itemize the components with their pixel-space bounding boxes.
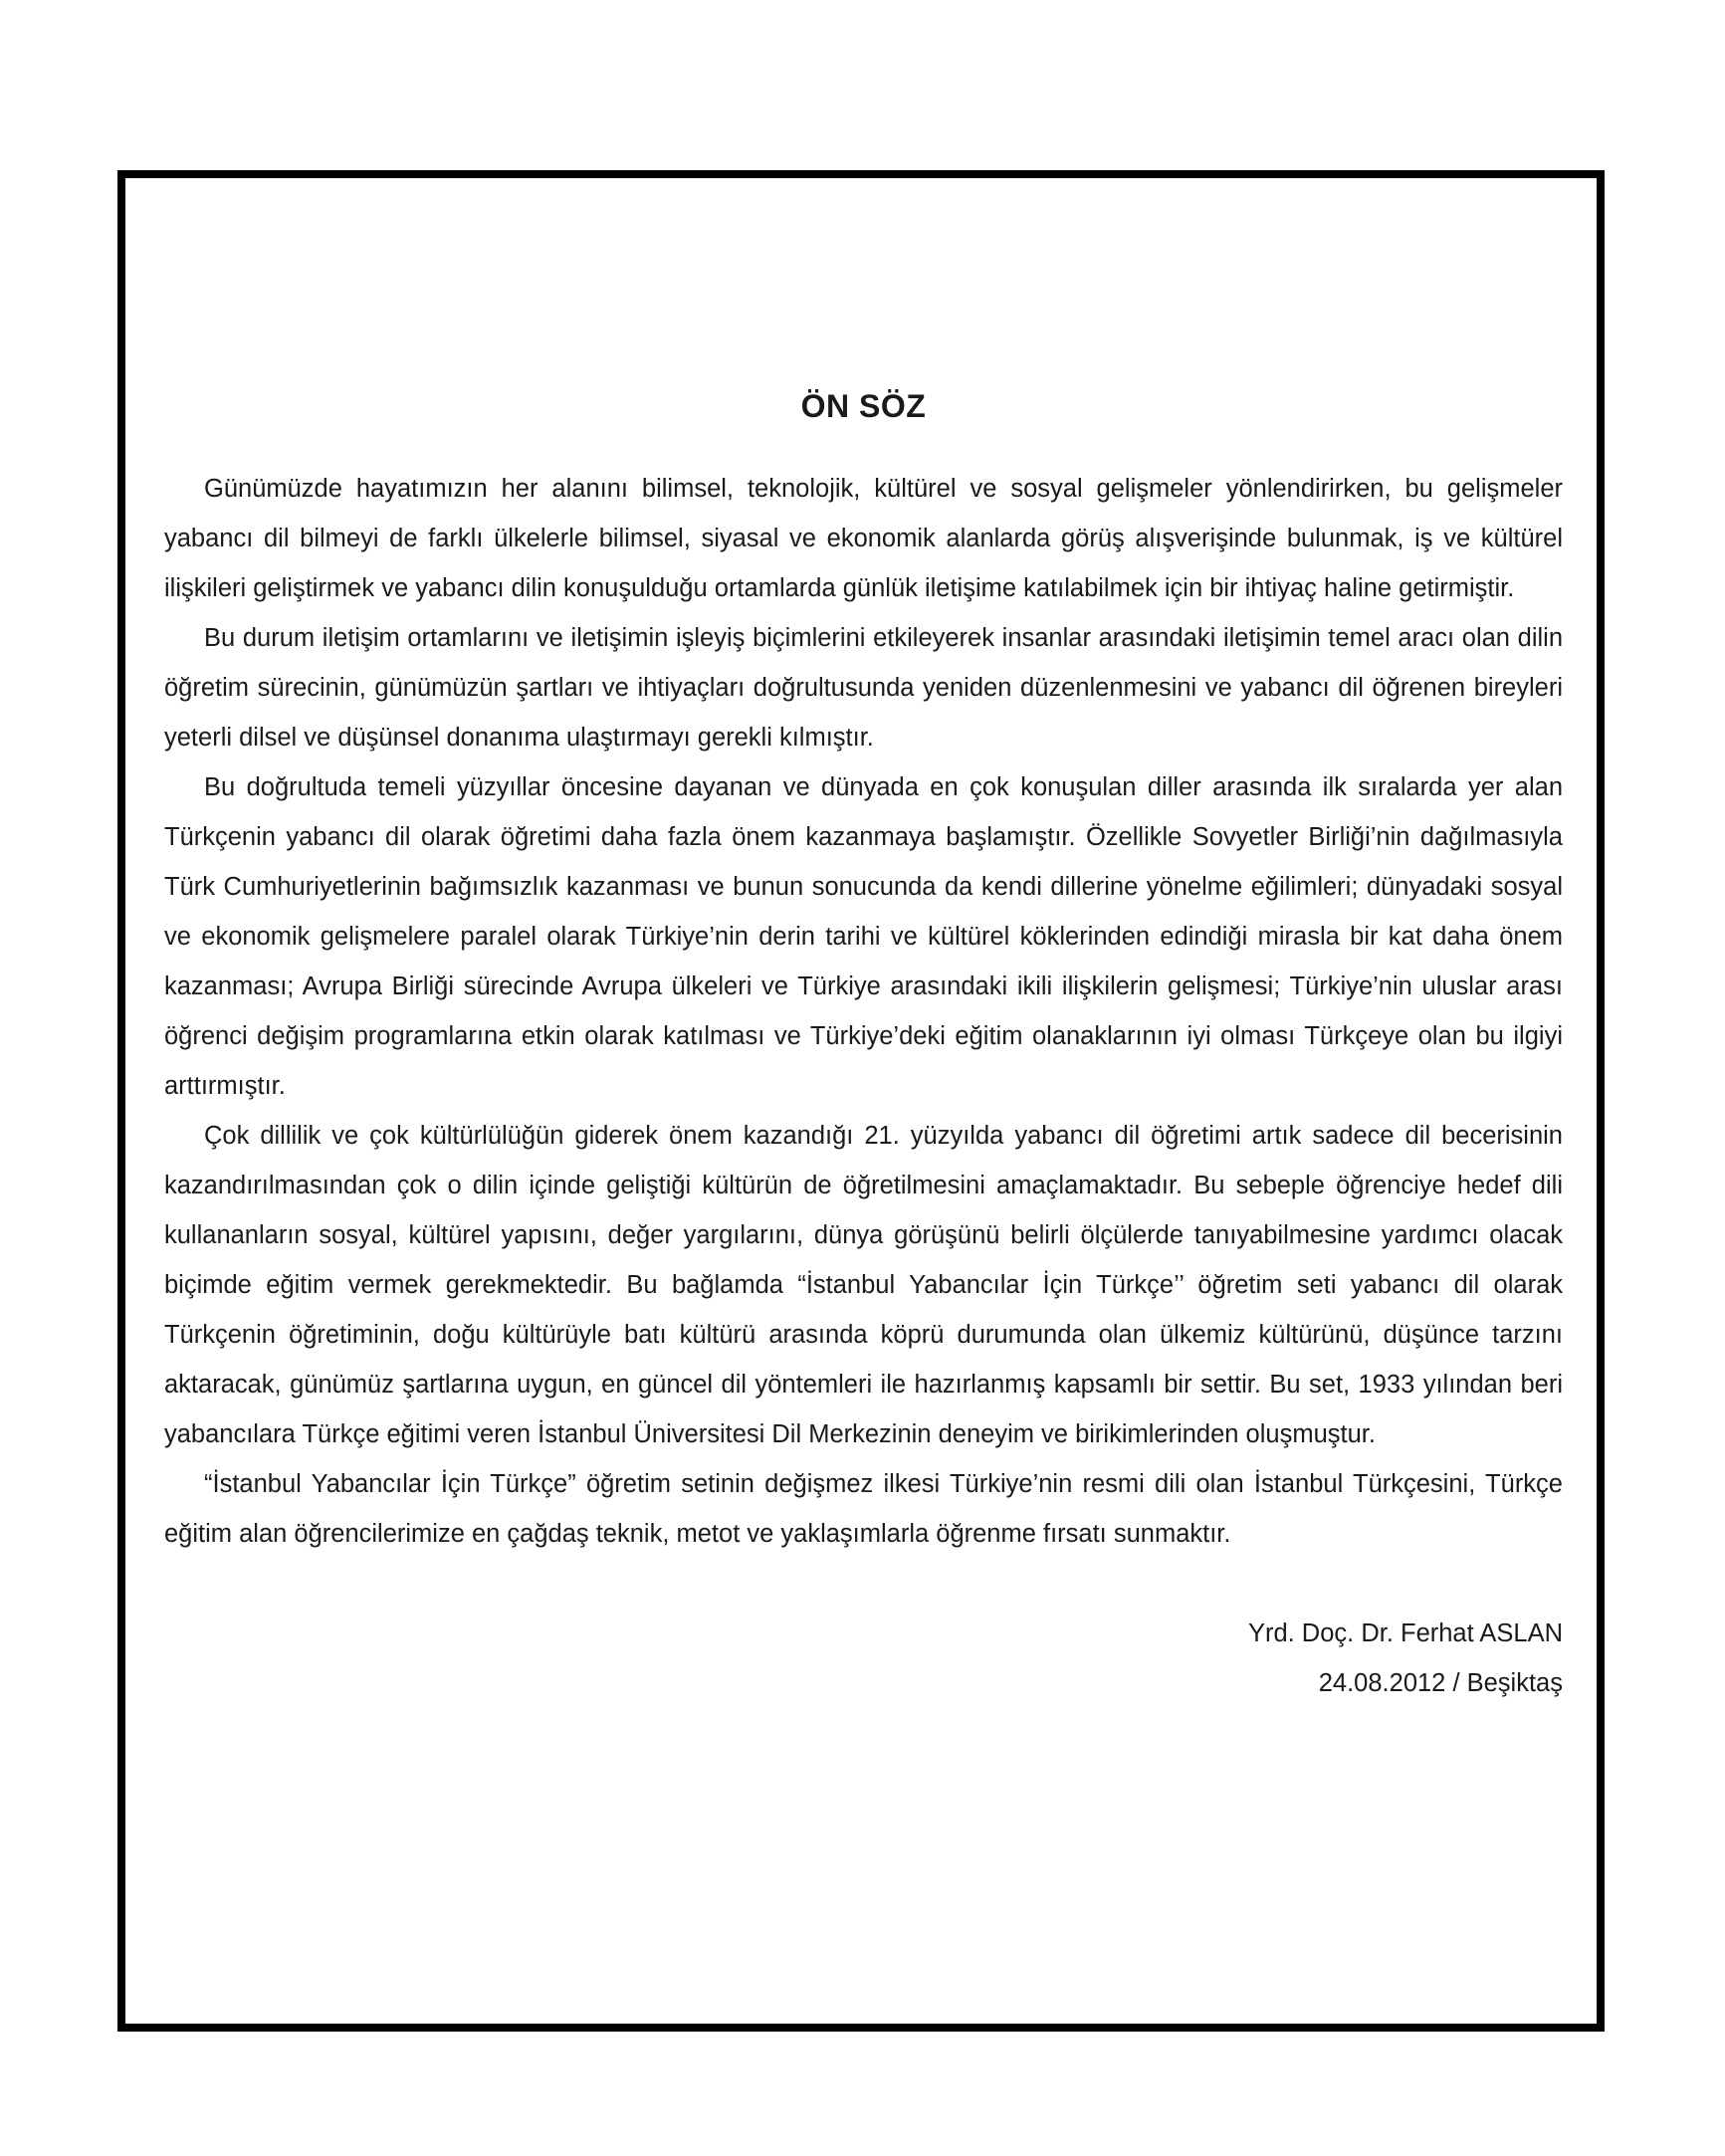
paragraph-4: Çok dillilik ve çok kültürlülüğün giderek önem kazandığı 21. yüzyılda yabancı dil öğretimi artık sadece dil becerisinin kazandırılmasından çok o dilin içinde geliştiği kültürün de öğretilmesini amaçlamaktadır. Bu sebeple öğrenciye hedef dili kullananların sosyal, kültürel yapısını, değer yargılarını, dünya görüşünü belirli ölçülerde tanıyabilmesine yardımcı olacak biçimde eğitim vermek gerekmektedir. Bu bağlamda “İstanbul Yabancılar İçin Türkçe’’ öğretim seti yabancı dil olarak Türkçenin öğretiminin, doğu kültürüyle batı kültürü arasında köprü durumunda olan ülkemiz kültürünü, düşünce tarzını aktaracak, günümüz şartlarına uygun, en güncel dil yöntemleri ile hazırlanmış kapsamlı bir settir. Bu set, 1933 yılından beri yabancılara Türkçe eğitimi veren İstanbul Üniversitesi Dil Merkezinin deneyim ve birikimlerinden oluşmuştur.	[164, 1122, 1563, 1448]
paragraph-1: Günümüzde hayatımızın her alanını bilimsel, teknolojik, kültürel ve sosyal gelişmeler yönlendirirken, bu gelişmeler yabancı dil bilmeyi de farklı ülkelerle bilimsel, siyasal ve ekonomik alanlarda görüş alışverişinde bulunmak, iş ve kültürel ilişkileri geliştirmek ve yabancı dilin konuşulduğu ortamlarda günlük iletişime katılabilmek için bir ihtiyaç haline getirmiştir.	[164, 475, 1563, 602]
paragraph-2: Bu durum iletişim ortamlarını ve iletişimin işleyiş biçimlerini etkileyerek insanlar arasındaki iletişimin temel aracı olan dilin öğretim sürecinin, günümüzün şartları ve ihtiyaçları doğrultusunda yeniden düzenlenmesini ve yabancı dil öğrenen bireyleri yeterli dilsel ve düşünsel donanıma ulaştırmayı gerekli kılmıştır.	[164, 624, 1563, 752]
signature-date-place: 24.08.2012 / Beşiktaş	[1318, 1669, 1563, 1697]
signature-author: Yrd. Doç. Dr. Ferhat ASLAN	[1247, 1619, 1563, 1647]
signature-block	[164, 1609, 1563, 1708]
page-title: ÖN SÖZ	[800, 388, 927, 424]
paragraph-5: “İstanbul Yabancılar İçin Türkçe” öğretim setinin değişmez ilkesi Türkiye’nin resmi dili olan İstanbul Türkçesini, Türkçe eğitim alan öğrencilerimize en çağdaş teknik, metot ve yaklaşımlarla öğrenme fırsatı sunmaktır.	[164, 1470, 1563, 1548]
document-body	[164, 386, 1563, 1708]
paragraph-3: Bu doğrultuda temeli yüzyıllar öncesine dayanan ve dünyada en çok konuşulan diller arasında ilk sıralarda yer alan Türkçenin yabancı dil olarak öğretimi daha fazla önem kazanmaya başlamıştır. Özellikle Sovyetler Birliği’nin dağılmasıyla Türk Cumhuriyetlerinin bağımsızlık kazanması ve bunun sonucunda da kendi dillerine yönelme eğilimleri; dünyadaki sosyal ve ekonomik gelişmelere paralel olarak Türkiye’nin derin tarihi ve kültürel köklerinden edindiği mirasla bir kat daha önem kazanması; Avrupa Birliği sürecinde Avrupa ülkeleri ve Türkiye arasındaki ikili ilişkilerin gelişmesi; Türkiye’nin uluslar arası öğrenci değişim programlarına etkin olarak katılması ve Türkiye’deki eğitim olanaklarının iyi olması Türkçeye olan bu ilgiyi arttırmıştır.	[164, 773, 1563, 1100]
